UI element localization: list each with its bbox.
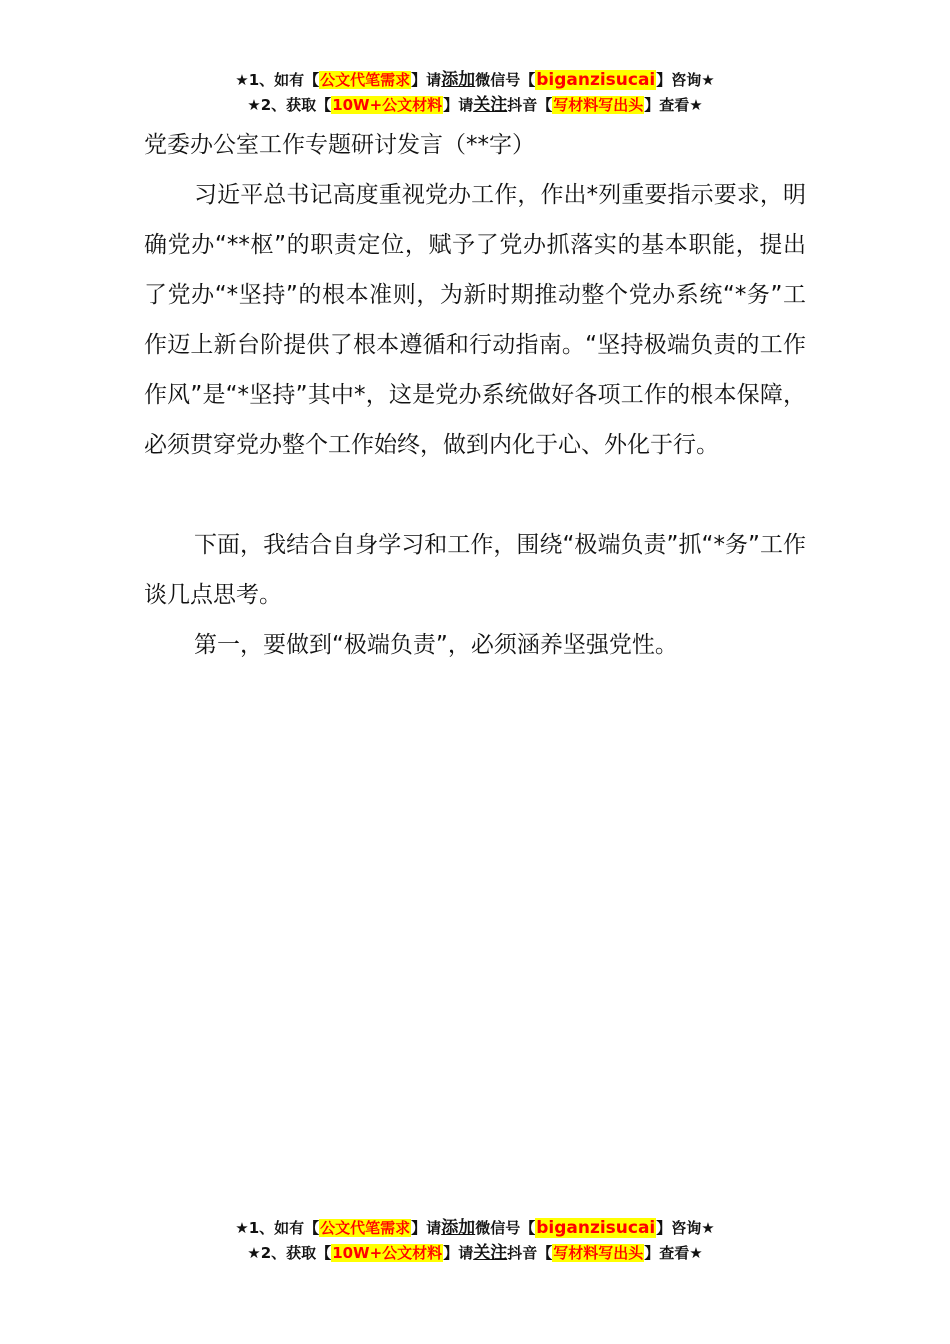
banner-line-2 (0, 1241, 950, 1266)
header-banner (0, 68, 950, 118)
banner-wechat-id: biganzisucai (536, 70, 656, 90)
banner-text: 】请 (411, 71, 442, 89)
point-1-lead: 第一， (194, 632, 263, 658)
banner-highlight: 公文代笔需求 (320, 71, 411, 89)
banner-text: 】请 (411, 1219, 442, 1237)
banner-emphasis: 关注 (473, 95, 508, 115)
banner-text: 微信号【 (475, 1219, 536, 1237)
banner-line-1 (0, 68, 950, 93)
banner-text: ★1、如有【 (235, 1219, 320, 1237)
banner-highlight: 10W+公文材料 (332, 96, 443, 114)
banner-emphasis: 关注 (473, 1243, 508, 1263)
banner-text: 抖音【 (507, 96, 553, 114)
banner-highlight: 写材料写出头 (553, 1244, 644, 1262)
banner-highlight: 10W+公文材料 (332, 1244, 443, 1262)
paragraph-1: 习近平总书记高度重视党办工作，作出*列重要指示要求，明确党办“**枢”的职责定位，赋予了党办抓落实的基本职能，提出了党办“*坚持”的根本准则，为新时期推动整个党办系统“*务”工作迈上新台阶提供了根本遵循和行动指南。“坚持极端负责的工作作风”是“*坚持”其中*，这是党办系统做好各项工作的根本保障，必须贯穿党办整个工作始终，做到内化于心、外化于行。 (144, 182, 806, 458)
banner-text: ★2、获取【 (247, 96, 332, 114)
banner-text: 】请 (443, 96, 474, 114)
banner-line-1 (0, 1216, 950, 1241)
banner-text: 微信号【 (475, 71, 536, 89)
banner-emphasis: 添加 (441, 70, 476, 90)
point-1-text: 要做到“极端负责”，必须涵养坚强党性。 (263, 632, 678, 658)
banner-text: 】咨询★ (656, 71, 715, 89)
footer-banner (0, 1216, 950, 1266)
banner-wechat-id: biganzisucai (536, 1218, 656, 1238)
banner-text: ★2、获取【 (247, 1244, 332, 1262)
banner-text: 】咨询★ (656, 1219, 715, 1237)
banner-line-2 (0, 93, 950, 118)
banner-text: ★1、如有【 (235, 71, 320, 89)
banner-text: 】请 (443, 1244, 474, 1262)
document-title: 党委办公室工作专题研讨发言（**字） (144, 132, 535, 158)
banner-text: 】查看★ (644, 1244, 703, 1262)
banner-highlight: 公文代笔需求 (320, 1219, 411, 1237)
banner-text: 抖音【 (507, 1244, 553, 1262)
banner-highlight: 写材料写出头 (553, 96, 644, 114)
paragraph-2: 下面，我结合自身学习和工作，围绕“极端负责”抓“*务”工作谈几点思考。 (144, 532, 806, 608)
banner-emphasis: 添加 (441, 1218, 476, 1238)
banner-text: 】查看★ (644, 96, 703, 114)
point-1 (144, 620, 806, 670)
